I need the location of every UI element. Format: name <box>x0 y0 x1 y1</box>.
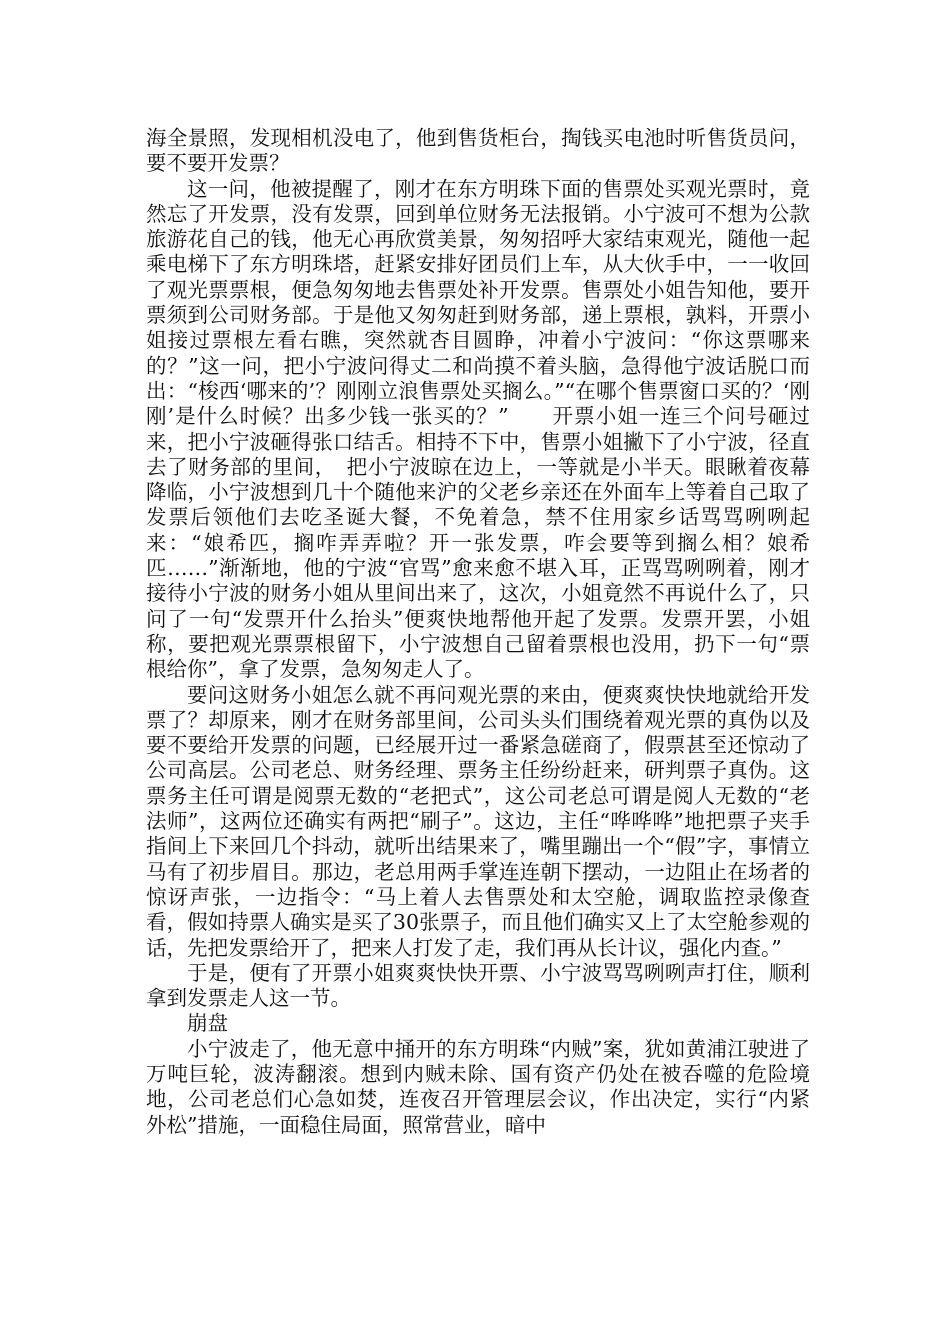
document-page <box>146 126 810 1138</box>
paragraph-ticket-office: 这一问，他被提醒了，刚才在东方明珠下面的售票处买观光票时，竟然忘了开发票，没有发票，回到单位财务无法报销。小宁波可不想为公款旅游花自己的钱，他无心再欣赏美景，匆匆招呼大家结束观光，随他一起乘电梯下了东方明珠塔，赶紧安排好团员们上车，从大伙手中，一一收回了观光票票根，便急匆匆地去售票处补开发票。售票处小姐告知他，要开票须到公司财务部。于是他又匆匆赶到财务部，递上票根，孰料，开票小姐接过票根左看右瞧，突然就杏目圆睁，冲着小宁波问：“你这票哪来的？”这一问，把小宁波问得丈二和尚摸不着头脑，急得他宁波话脱口而出：“梭西‘哪来的’？刚刚立浪售票处买搁么。”“在哪个售票窗口买的？‘刚刚’是什么时候？出多少钱一张买的？” 开票小姐一连三个问号砸过来，把小宁波砸得张口结舌。相持不下中，售票小姐撇下了小宁波，径直去了财务部的里间， 把小宁波晾在边上，一等就是小半天。眼瞅着夜幕降临，小宁波想到几十个随他来沪的父老乡亲还在外面车上等着自己取了发票后领他们去吃圣诞大餐，不免着急，禁不住用家乡话骂骂咧咧起来：“娘希匹，搁咋弄弄啦？开一张发票，咋会要等到搁么相？娘希匹……”渐渐地，他的宁波“官骂”愈来愈不堪入耳，正骂骂咧咧着，刚才接待小宁波的财务小姐从里间出来了，这次，小姐竟然不再说什么了，只问了一句“发票开什么抬头”便爽快地帮他开起了发票。发票开罢，小姐称，要把观光票票根留下，小宁波想自己留着票根也没用，扔下一句“票根给你”，拿了发票，急匆匆走人了。 <box>146 176 810 682</box>
section-heading: 崩盘 <box>187 1011 228 1036</box>
paragraph-collapse: 小宁波走了，他无意中捅开的东方明珠“内贼”案，犹如黄浦江驶进了万吨巨轮，波涛翻滚。想到内贼未除、国有资产仍处在被吞噬的危险境地，公司老总们心急如焚，连夜召开管理层会议，作出决定，实行“内紧外松”措施，一面稳住局面，照常营业，暗中 <box>146 1036 810 1137</box>
paragraph-finance-explanation: 要问这财务小姐怎么就不再问观光票的来由，便爽爽快快地就给开发票了？却原来，刚才在财务部里间，公司头头们围绕着观光票的真伪以及要不要给开发票的问题，已经展开过一番紧急磋商了，假票甚至还惊动了公司高层。公司老总、财务经理、票务主任纷纷赶来，研判票子真伪。这票务主任可谓是阅票无数的“老把式”，这公司老总可谓是阅人无数的“老法师”，这两位还确实有两把“刷子”。这边，主任“哗哗哗”地把票子夹手指间上下来回几个抖动，就听出结果来了，嘴里蹦出一个“假”字，事情立马有了初步眉目。那边，老总用两手掌连连朝下摆动，一边阻止在场者的惊讶声张，一边指令：“马上着人去售票处和太空舱，调取监控录像查看，假如持票人确实是买了30张票子，而且他们确实又上了太空舱参观的话，先把发票给开了，把来人打发了走，我们再从长计议，强化内查。” <box>146 682 810 960</box>
paragraph-summary: 于是，便有了开票小姐爽爽快快开票、小宁波骂骂咧咧声打住，顺利拿到发票走人这一节。 <box>146 960 810 1011</box>
paragraph-continuation: 海全景照，发现相机没电了，他到售货柜台，掏钱买电池时听售货员问，要不要开发票？ <box>146 126 810 176</box>
